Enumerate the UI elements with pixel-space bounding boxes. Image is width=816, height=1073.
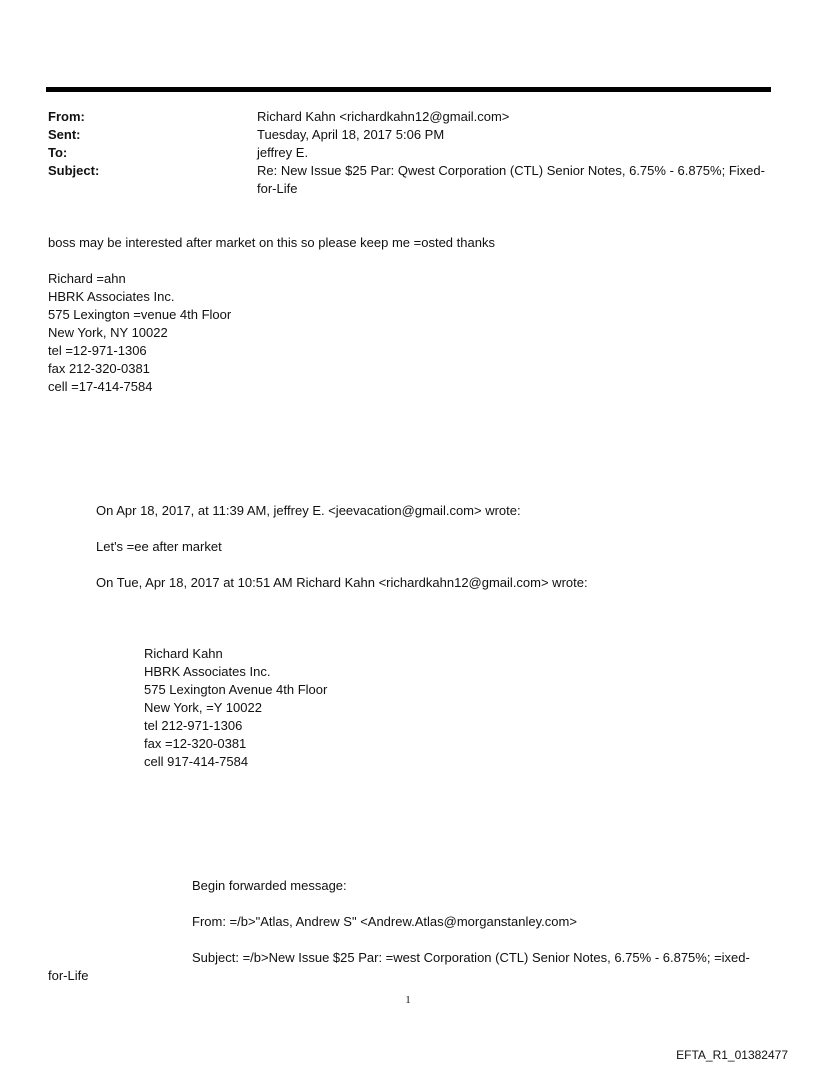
to-label: To: bbox=[48, 145, 68, 160]
to-value: jeffrey E. bbox=[257, 145, 309, 160]
page-number: 1 bbox=[405, 994, 411, 1006]
forward-from: From: =/b>"Atlas, Andrew S" <Andrew.Atlas@morganstanley.com> bbox=[192, 914, 577, 929]
subject-value: Re: New Issue $25 Par: Qwest Corporation (CTL) Senior Notes, 6.75% - 6.875%; Fixed-for-Life bbox=[257, 163, 765, 196]
sent-value: Tuesday, April 18, 2017 5:06 PM bbox=[257, 127, 445, 142]
quote2-header: On Tue, Apr 18, 2017 at 10:51 AM Richard Kahn <richardkahn12@gmail.com> wrote: bbox=[96, 575, 588, 590]
from-label: From: bbox=[48, 109, 85, 124]
forward-subject-continued: for-Life bbox=[48, 968, 89, 983]
bates-number: EFTA_R1_01382477 bbox=[676, 1048, 788, 1062]
quote1-text: Let's =ee after market bbox=[96, 539, 222, 554]
signature-block-1: Richard =ahn HBRK Associates Inc. 575 Lexington =venue 4th Floor New York, NY 10022 tel =12-971-1306 fax 212-320-0381 cell =17-414-7584 bbox=[48, 271, 232, 394]
header-rule bbox=[46, 87, 771, 92]
sent-label: Sent: bbox=[48, 127, 81, 142]
quote1-header: On Apr 18, 2017, at 11:39 AM, jeffrey E. <jeevacation@gmail.com> wrote: bbox=[96, 503, 521, 518]
signature-block-2: Richard Kahn HBRK Associates Inc. 575 Lexington Avenue 4th Floor New York, =Y 10022 tel 212-971-1306 fax =12-320-0381 cell 917-414-7584 bbox=[144, 646, 328, 769]
intro-text: boss may be interested after market on this so please keep me =osted thanks bbox=[48, 235, 495, 250]
subject-label: Subject: bbox=[48, 163, 100, 178]
from-value: Richard Kahn <richardkahn12@gmail.com> bbox=[257, 109, 510, 124]
forward-subject: Subject: =/b>New Issue $25 Par: =west Corporation (CTL) Senior Notes, 6.75% - 6.875%; =ixed- bbox=[192, 950, 750, 965]
forward-header: Begin forwarded message: bbox=[192, 878, 347, 893]
